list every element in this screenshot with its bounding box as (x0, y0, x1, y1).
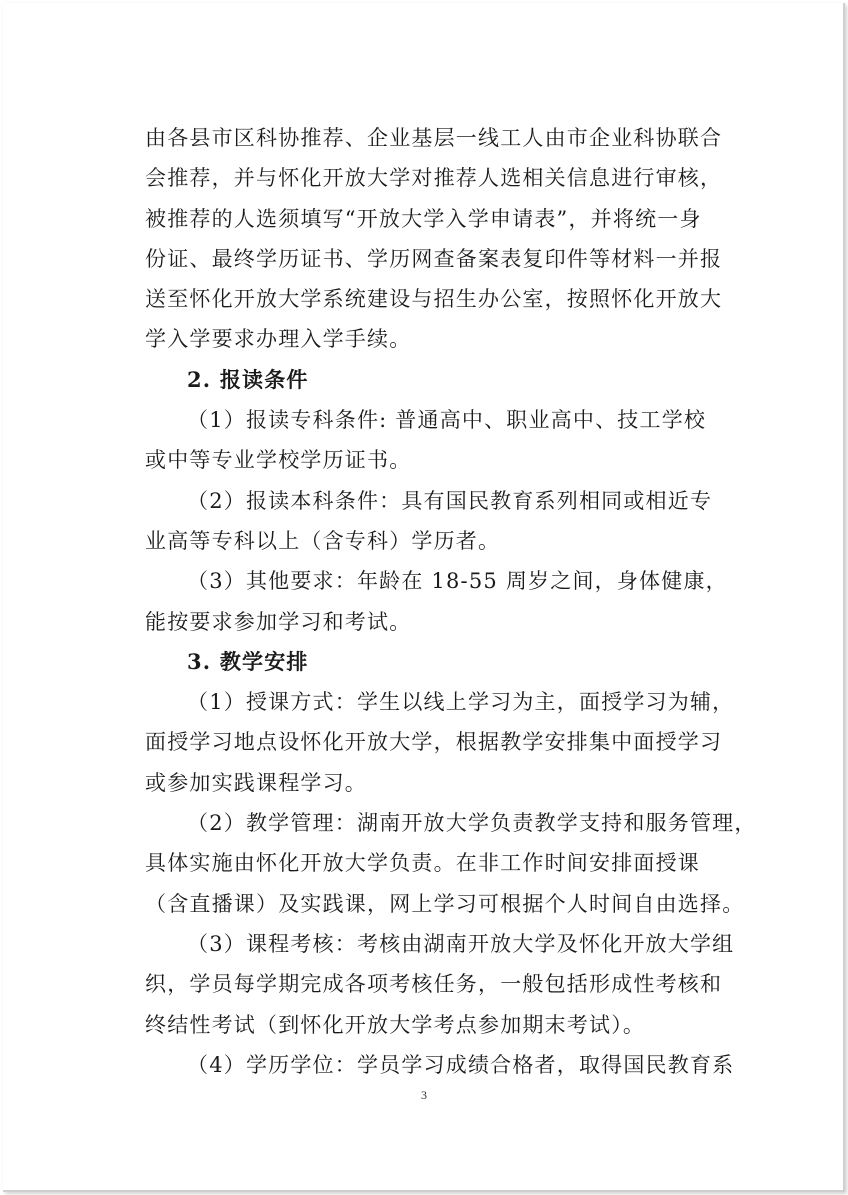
text-line: 学入学要求办理入学手续。 (145, 327, 412, 352)
section-heading: 2. 报读条件 (187, 366, 309, 392)
document-body (145, 118, 757, 1085)
text-line: （2）教学管理：湖南开放大学负责教学支持和服务管理， (187, 811, 757, 836)
section-heading: 3. 教学安排 (187, 648, 309, 674)
text-line: 终结性考试（到怀化开放大学考点参加期末考试）。 (145, 1012, 646, 1037)
text-line: 面授学习地点设怀化开放大学，根据教学安排集中面授学习 (145, 730, 723, 755)
text-line: 或参加实践课程学习。 (145, 770, 367, 795)
text-line: （3）课程考核：考核由湖南开放大学及怀化开放大学组 (187, 931, 735, 956)
text-line: （3）其他要求：年龄在 18-55 周岁之间，身体健康， (187, 569, 728, 594)
text-line: 由各县市区科协推荐、企业基层一线工人由市企业科协联合 (145, 126, 723, 150)
page-number: 3 (421, 1088, 427, 1102)
text-line: （1）报读专科条件: 普通高中、职业高中、技工学校 (187, 408, 707, 433)
text-line: 或中等专业学校学历证书。 (145, 448, 412, 473)
text-line: 具体实施由怀化开放大学负责。在非工作时间安排面授课 (145, 851, 700, 876)
text-line: （1）授课方式：学生以线上学习为主，面授学习为辅， (187, 690, 735, 715)
text-line: 被推荐的人选须填写“开放大学入学申请表”，并将统一身 (145, 206, 702, 231)
text-line: 会推荐，并与怀化开放大学对推荐人选相关信息进行审核， (145, 166, 723, 191)
text-line: 份证、最终学历证书、学历网查备案表复印件等材料一并报 (145, 246, 723, 271)
text-line: 业高等专科以上（含专科）学历者。 (145, 528, 501, 553)
text-line: （2）报读本科条件：具有国民教育系列相同或相近专 (187, 488, 713, 513)
text-line: （含直播课）及实践课，网上学习可根据个人时间自由选择。 (145, 891, 745, 916)
text-line: （4）学历学位：学员学习成绩合格者，取得国民教育系 (187, 1052, 735, 1077)
text-line: 能按要求参加学习和考试。 (145, 609, 412, 634)
text-line: 送至怀化开放大学系统建设与招生办公室，按照怀化开放大 (145, 287, 723, 312)
text-line: 织，学员每学期完成各项考核任务，一般包括形成性考核和 (145, 972, 723, 997)
